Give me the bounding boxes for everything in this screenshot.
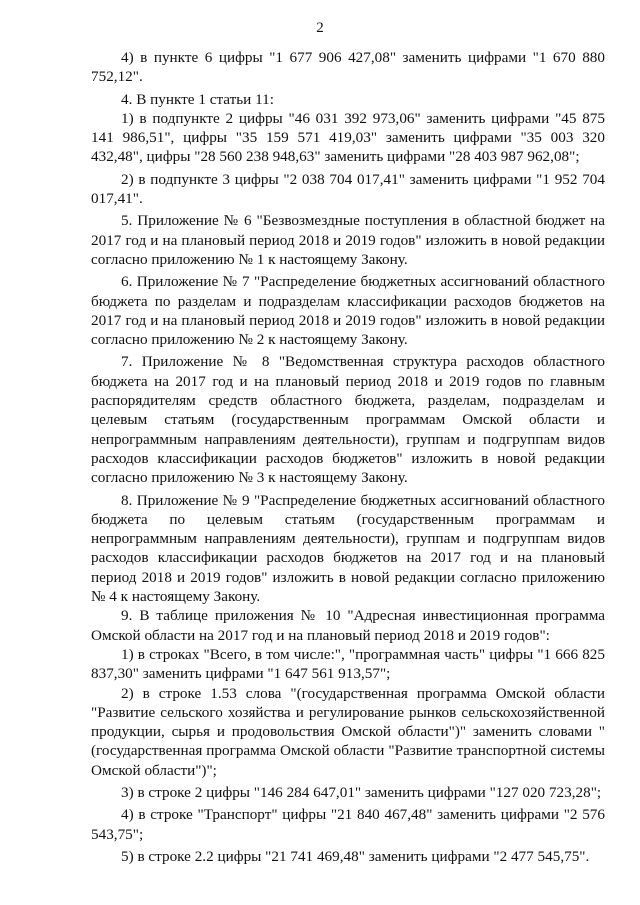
paragraph-9-item-1: 1) в строках "Всего, в том числе:", "программная часть" цифры "1 666 825 837,30" заменить цифрами "1 647 561 913,57"; — [91, 645, 605, 683]
paragraph-subitem-1: 1) в подпункте 2 цифры "46 031 392 973,06" заменить цифрами "45 875 141 986,51", цифры "35 159 571 419,03" заменить цифрами "35 003 320 432,48", цифры "28 560 238 948,63" заменить цифрами "28 403 987 962,08"; — [91, 109, 605, 166]
paragraph-9-item-5: 5) в строке 2.2 цифры "21 741 469,48" заменить цифрами "2 477 545,75". — [121, 847, 590, 865]
paragraph-section-8: 8. Приложение № 9 "Распределение бюджетных ассигнований областного бюджета по целевым статьям (государственным программам и непрограммным направлениям деятельности), группам и подгруппам видов расходов классификации расходов бюджетов на 2017 год и на плановый период 2018 и 2019 годов" изложить в новой редакции согласно приложению № 4 к настоящему Закону. — [91, 491, 605, 606]
paragraph-section-4: 4. В пункте 1 статьи 11: — [121, 90, 274, 108]
paragraph-section-5: 5. Приложение № 6 "Безвозмездные поступления в областной бюджет на 2017 год и на плановый период 2018 и 2019 годов" изложить в новой редакции согласно приложению № 1 к настоящему Закону. — [91, 212, 605, 268]
paragraph-section-7: 7. Приложение № 8 "Ведомственная структура расходов областного бюджета на 2017 год и на плановый период 2018 и 2019 годов по главным распорядителям средств областного бюджета, разделам, подразделам и целевым статьям (государственным программам Омской области и непрограммным направлениям деятельности), группам и подгруппам видов расходов классификации расходов бюджетов" изложить в новой редакции согласно приложению № 3 к настоящему Закону. — [91, 353, 605, 487]
paragraph-section-9: 9. В таблице приложения № 10 "Адресная инвестиционная программа Омской области на 2017 год и на плановый период 2018 и 2019 годов": — [91, 607, 605, 644]
paragraph-item-4-4: 4) в пункте 6 цифры "1 677 906 427,08" заменить цифрами "1 670 880 752,12". — [91, 49, 605, 86]
document-body — [91, 48, 605, 866]
paragraph-9-item-3: 3) в строке 2 цифры "146 284 647,01" заменить цифрами "127 020 723,28"; — [121, 783, 602, 801]
paragraph-subitem-2: 2) в подпункте 3 цифры "2 038 704 017,41" заменить цифрами "1 952 704 017,41". — [91, 170, 605, 208]
paragraph-9-item-2: 2) в строке 1.53 слова "(государственная программа Омской области "Развитие сельского хозяйства и регулирование рынков сельскохозяйственной продукции, сырья и продовольствия Омской области")" заменить словами "(государственная программа Омской области "Развитие транспортной системы Омской области")"; — [91, 684, 605, 779]
paragraph-9-item-4: 4) в строке "Транспорт" цифры "21 840 467,48" заменить цифрами "2 576 543,75"; — [91, 806, 605, 843]
page-number: 2 — [316, 20, 324, 36]
paragraph-section-6: 6. Приложение № 7 "Распределение бюджетных ассигнований областного бюджета по разделам и подразделам классификации расходов бюджетов на 2017 год и на плановый период 2018 и 2019 годов" изложить в новой редакции согласно приложению № 2 к настоящему Закону. — [91, 273, 605, 349]
